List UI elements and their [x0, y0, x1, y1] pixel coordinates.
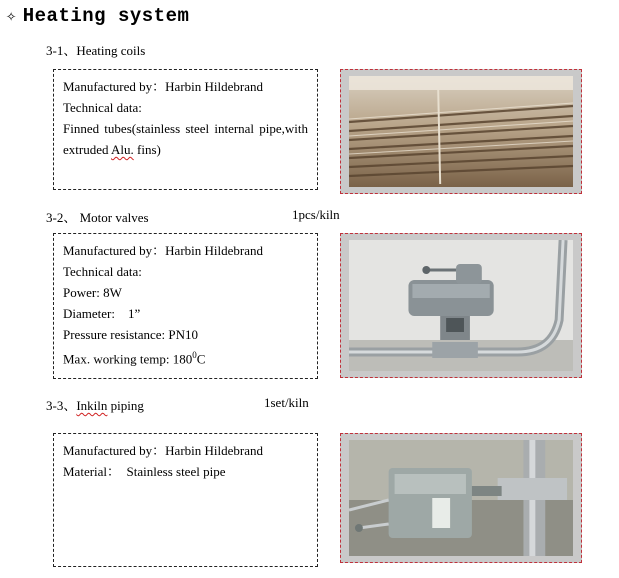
section-heading-inkiln-piping: 3-3、Inkiln piping 1set/kiln	[46, 395, 309, 413]
heating-coils-spec-box	[53, 69, 318, 190]
manufacturer-line: Manufactured by：Harbin Hildebrand	[63, 243, 263, 258]
coil-description: Finned tubes(stainless steel internal pipe,with extruded Alu. fins)	[63, 121, 308, 157]
inkiln-piping-spec-box	[53, 433, 318, 567]
section-heading-heating-coils: 3-1、Heating coils	[46, 43, 146, 58]
motor-valve-photo	[349, 240, 573, 371]
heating-coils-photo	[349, 76, 573, 187]
diameter-line: Diameter: 1”	[63, 306, 141, 321]
inkiln-piping-photo-frame	[340, 433, 582, 563]
motor-valve-photo-frame	[340, 233, 582, 378]
inkiln-piping-photo	[349, 440, 573, 556]
motor-valves-spec-box	[53, 233, 318, 379]
heating-coils-photo-frame	[340, 69, 582, 194]
power-line: Power: 8W	[63, 285, 122, 300]
technical-data-label: Technical data:	[63, 100, 142, 115]
pressure-line: Pressure resistance: PN10	[63, 327, 199, 342]
diamond-bullet-icon: ✧	[6, 8, 17, 27]
material-line: Material： Stainless steel pipe	[63, 464, 226, 479]
inkiln-piping-quantity: 1set/kiln	[264, 395, 309, 410]
page-title: ✧ Heating system	[6, 5, 190, 27]
manufacturer-line: Manufactured by：Harbin Hildebrand	[63, 443, 263, 458]
max-temp-line: Max. working temp: $180^0C$	[63, 350, 206, 367]
motor-valves-quantity: 1pcs/kiln	[292, 207, 340, 222]
technical-data-label: Technical data:	[63, 264, 142, 279]
section-heading-motor-valves: 3-2、 Motor valves 1pcs/kiln	[46, 207, 340, 225]
manufacturer-line: Manufactured by：Harbin Hildebrand	[63, 79, 263, 94]
